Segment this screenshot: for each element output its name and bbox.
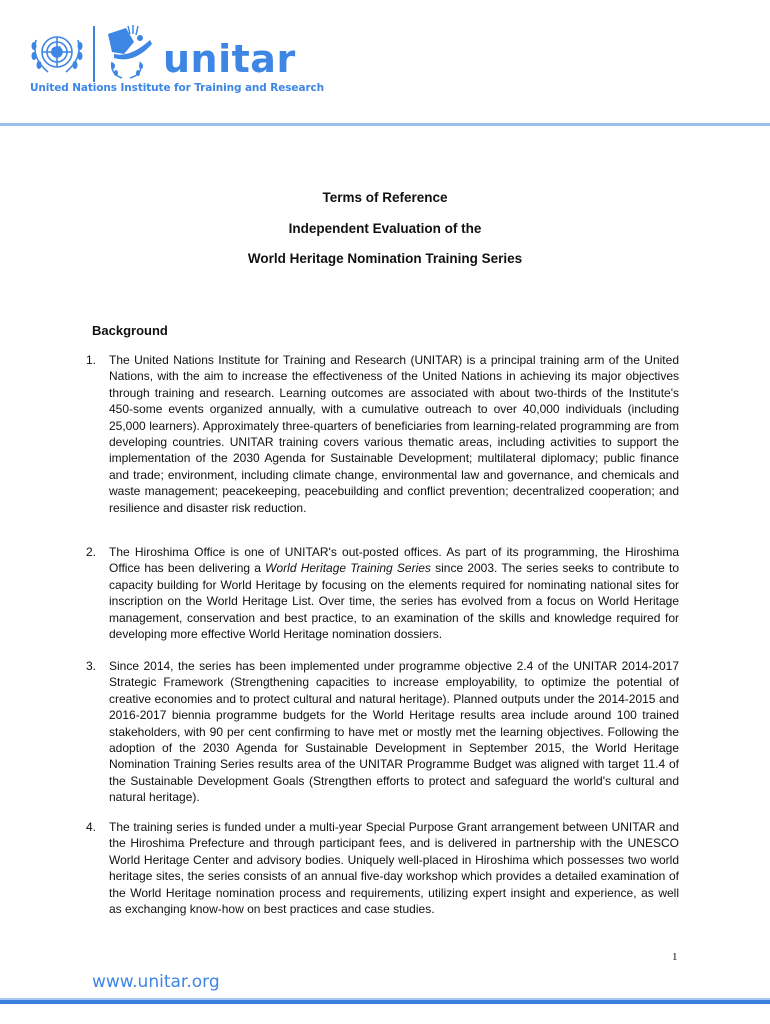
unitar-bird-logo-icon	[100, 24, 162, 82]
logo-divider	[93, 26, 95, 82]
document-title	[0, 188, 770, 280]
item-text: The United Nations Institute for Training and Research (UNITAR) is a principal training arm of the United Nations, with the aim to increase the effectiveness of the United Nations in achieving its major objectives through training and research. Learning outcomes are associated with about two-thirds of the Institute's 450-some events organized annually, with a cumulative outreach to over 40,000 individuals (including 25,000 learners). Approximately three-quarters of beneficiaries from learning-related programming are from developing countries. UNITAR training covers various thematic areas, including activities to support the implementation of the 2030 Agenda for Sustainable Development; multilateral diplomacy; public finance and trade; environment, including climate change, environmental law and governance, and chemicals and waste management; peacekeeping, peacebuilding and conflict prevention; decentralized cooperation; and resilience and disaster risk reduction.	[109, 353, 679, 515]
un-emblem-icon	[28, 28, 86, 80]
title-line-1: Terms of Reference	[322, 190, 448, 205]
header-divider	[0, 123, 770, 126]
title-line-2: Independent Evaluation of the	[288, 220, 482, 236]
series-title-italic: World Heritage Training Series	[265, 561, 431, 576]
unitar-wordmark: unitar	[163, 37, 296, 81]
letterhead	[0, 0, 770, 126]
item-number: 4.	[86, 820, 97, 834]
unitar-tagline: United Nations Institute for Training and Research	[30, 82, 325, 94]
item-number: 2.	[86, 545, 97, 559]
item-text: Since 2014, the series has been implemented under programme objective 2.4 of the UNITAR 2014-2017 Strategic Framework (Strengthening capacities to increase employability, to optimize the potential of creative economies and to protect cultural and natural heritage). Planned outputs under the 2014-2015 and 2016-2017 biennia programme budgets for the World Heritage results area include around 100 trained stakeholders, with 90 per cent confirming to have met or mostly met the learning objectives. Following the adoption of the 2030 Agenda for Sustainable Development in September 2015, the World Heritage Nomination Training Series results area of the UNITAR Programme Budget was aligned with target 11.4 of the Sustainable Development Goals (Strengthen efforts to protect and safeguard the world's cultural and natural heritage).	[109, 659, 679, 805]
section-heading-background: Background	[92, 323, 168, 338]
item-text-part: since 2003. The series seeks to contribute to capacity building for World Heritage by focusing on the elements required for nominating national sites for inscription on the World Heritage List. Over time, the series has evolved from a focus on World Heritage management, conservation and best practice, to an examination of the skills and knowledge required for developing more effective World Heritage nomination dossiers.	[109, 561, 680, 642]
item-text-part: The Hiroshima Office is one of UNITAR's out-posted offices. As part of its programming, the Hiroshima Office has been delivering a	[109, 545, 679, 576]
item-number: 3.	[86, 659, 97, 673]
item-text: The training series is funded under a multi-year Special Purpose Grant arrangement between UNITAR and the Hiroshima Prefecture and through participant fees, and is delivered in partnership with the UNESCO World Heritage Center and advisory bodies. Uniquely well-placed in Hiroshima which possesses two world heritage sites, the series consists of an annual five-day workshop which provides a detailed examination of the World Heritage nomination process and requirements, utilizing expert insight and experience, as well as exchanging know-how on best practices and case studies.	[109, 820, 679, 917]
item-text	[109, 544, 679, 642]
footer-divider	[0, 1000, 770, 1004]
footer-website-link[interactable]: www.unitar.org	[92, 972, 220, 992]
title-line-3: World Heritage Nomination Training Series	[247, 251, 523, 266]
page-number: 1	[672, 951, 678, 963]
item-number: 1.	[86, 353, 97, 367]
